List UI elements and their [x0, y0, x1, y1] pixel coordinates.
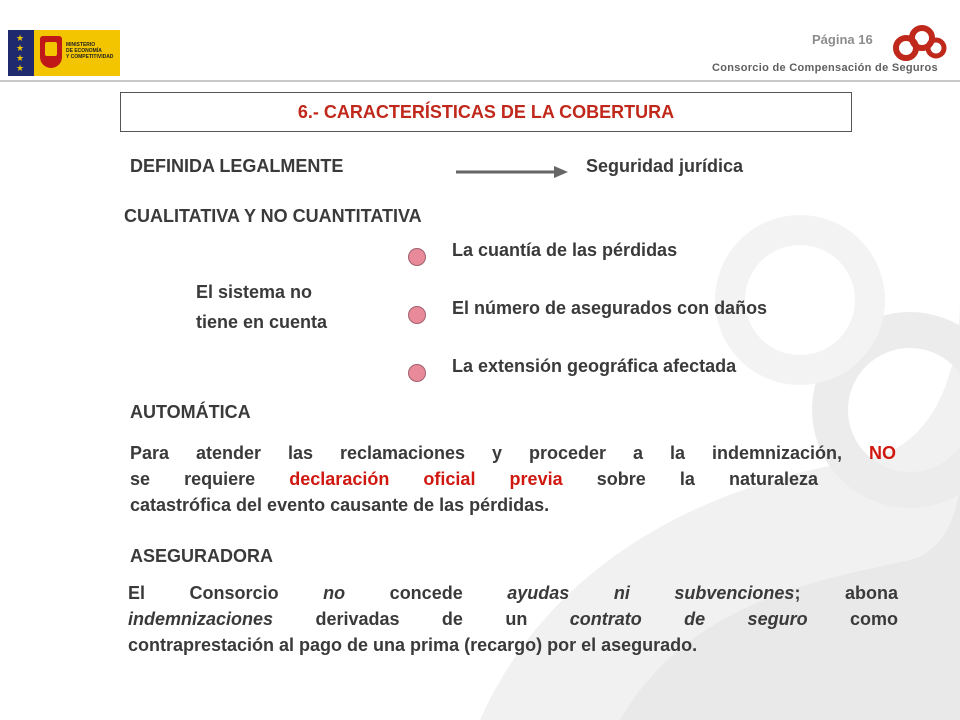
bullet-icon	[408, 248, 426, 266]
list-item: La extensión geográfica afectada	[452, 356, 737, 376]
bullet-icon	[408, 306, 426, 324]
subject-line-1: El sistema no	[196, 282, 313, 302]
eu-flag-icon: ★ ★ ★ ★	[8, 30, 34, 76]
automatica-paragraph: Para atender las reclamaciones y proceder a la indemnización, NO se requiere declaración oficial previa sobre la naturaleza catastrófica del evento causante de las pérdidas.	[130, 443, 896, 515]
page-number: Página 16	[812, 32, 873, 47]
coat-of-arms-icon	[40, 36, 62, 68]
automatica-heading: AUTOMÁTICA	[130, 402, 251, 422]
bullet-icon	[408, 364, 426, 382]
ministry-logo	[8, 30, 120, 76]
cualitativa-heading: CUALITATIVA Y NO CUANTITATIVA	[124, 206, 422, 226]
ccs-logo-icon	[892, 24, 948, 64]
aseguradora-paragraph: El Consorcio no concede ayudas ni subvenciones; abona indemnizaciones derivadas de un contrato de seguro como contraprestación al pago de una prima (recargo) por el asegurado.	[128, 583, 899, 655]
title-box	[120, 92, 852, 132]
list-item: El número de asegurados con daños	[452, 298, 768, 318]
org-name: Consorcio de Compensación de Seguros	[712, 62, 938, 74]
definida-label: DEFINIDA LEGALMENTE	[130, 156, 344, 176]
aseguradora-heading: ASEGURADORA	[130, 546, 274, 566]
arrow-right-icon	[456, 166, 568, 178]
header-divider	[0, 80, 960, 82]
definida-result: Seguridad jurídica	[586, 156, 744, 176]
ministry-name: MINISTERIO DE ECONOMÍA Y COMPETITIVIDAD	[66, 42, 114, 60]
page-title: 6.- CARACTERÍSTICAS DE LA COBERTURA	[297, 101, 675, 122]
list-item: La cuantía de las pérdidas	[452, 240, 678, 260]
subject-line-2: tiene en cuenta	[196, 312, 328, 332]
